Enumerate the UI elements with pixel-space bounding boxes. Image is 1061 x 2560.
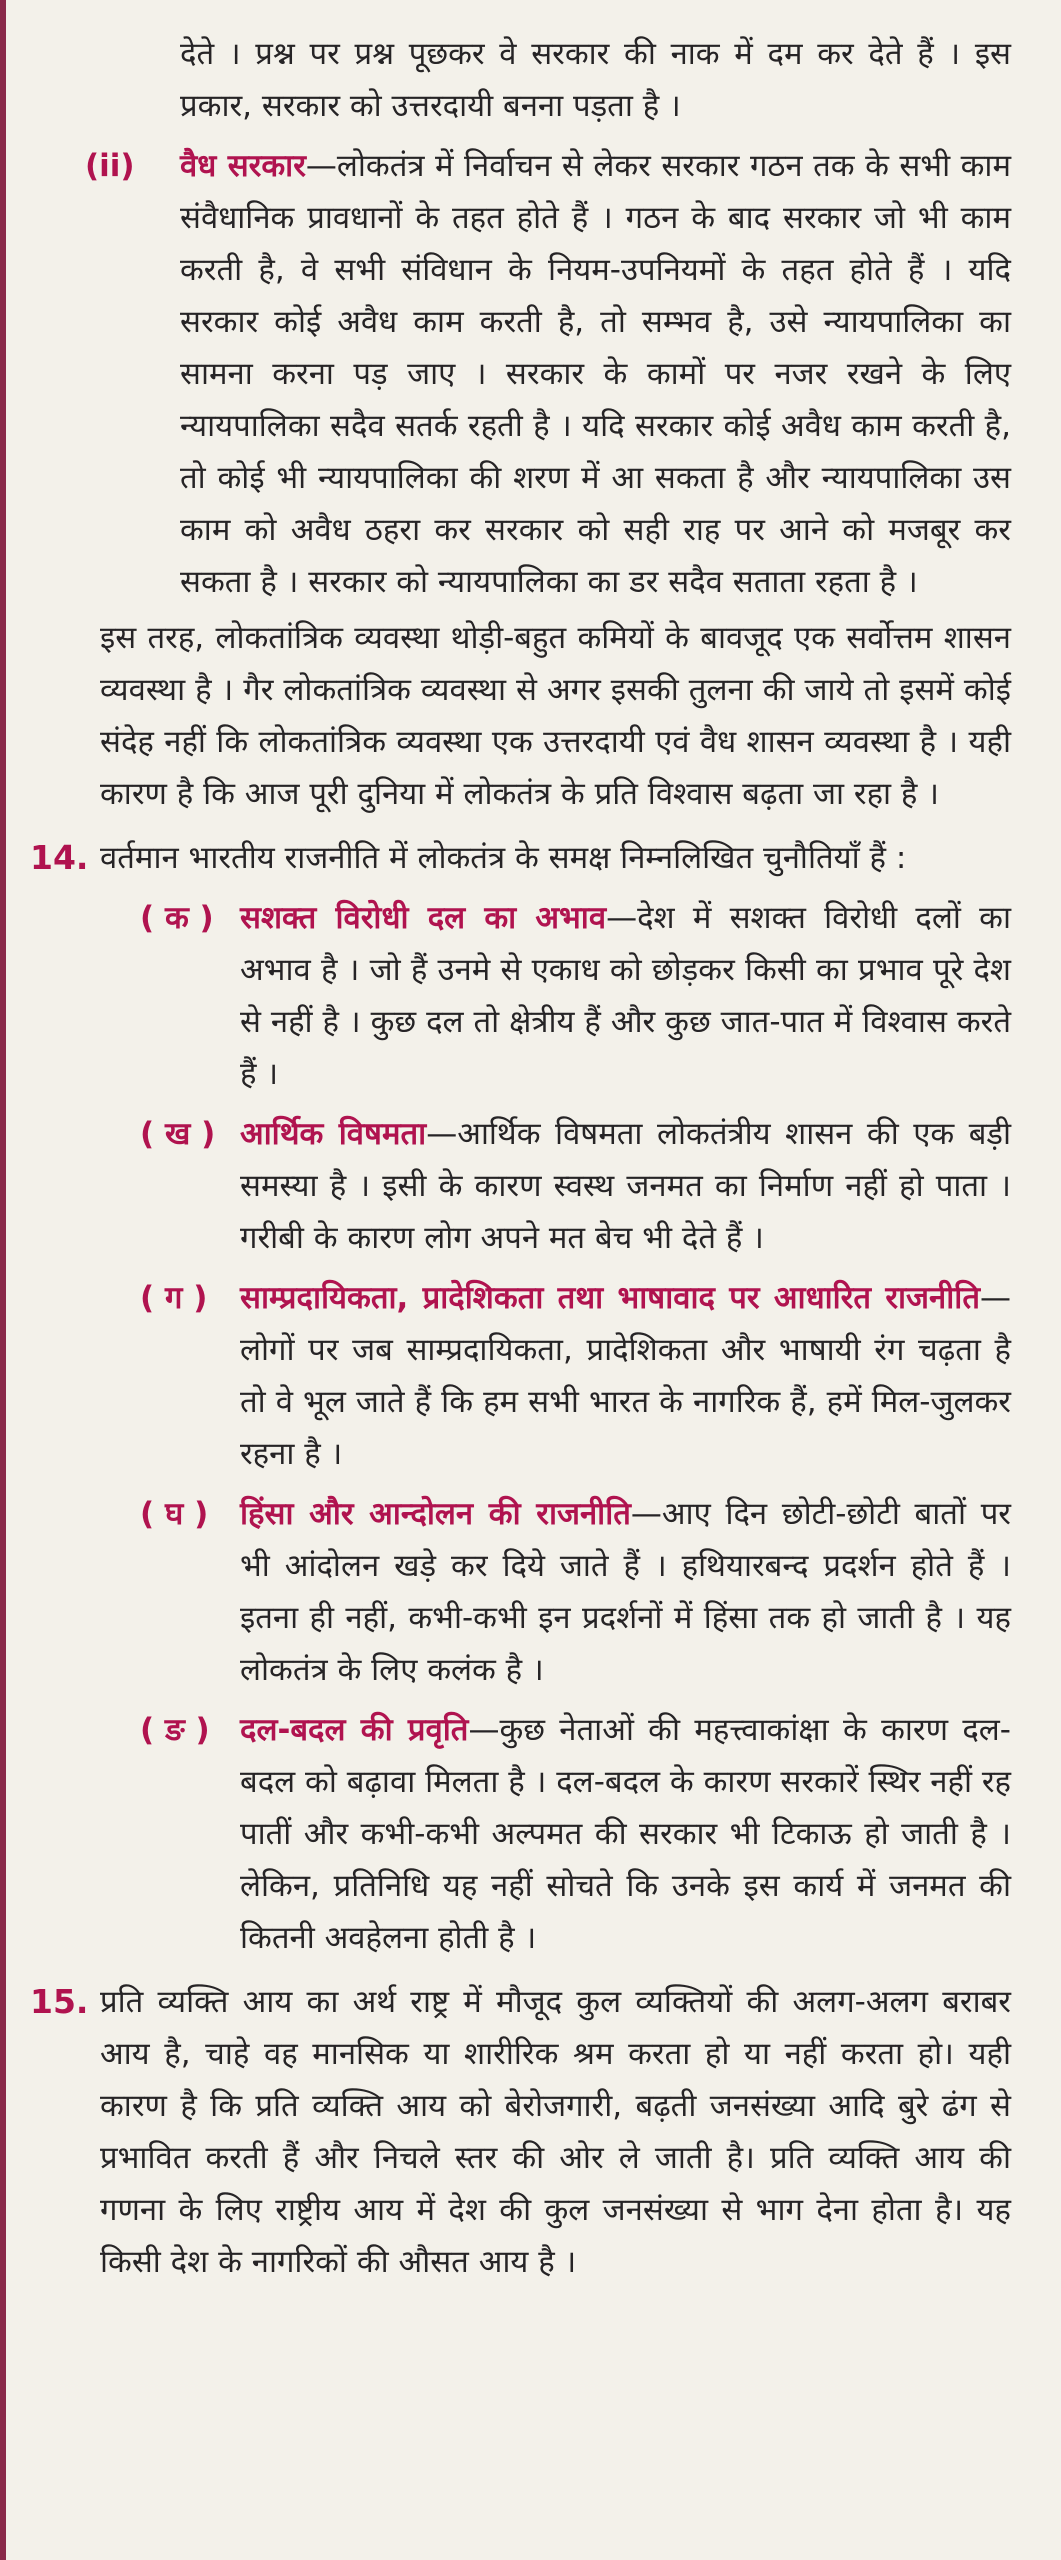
question-15-text: प्रति व्यक्ति आय का अर्थ राष्ट्र में मौजूद कुल व्यक्तियों की अलग-अलग बराबर आय है, चाहे वह मानसिक या शारीरिक श्रम करता हो या नहीं करता हो। यही कारण है कि प्रति व्यक्ति आय को बेरोजगारी, बढ़ती जनसंख्या आदि बुरे ढंग से प्रभावित करती हैं और निचले स्तर की ओर ले जाती है। प्रति व्यक्ति आय की गणना के लिए राष्ट्रीय आय में देश की कुल जनसंख्या से भाग देना होता है। यह किसी देश के नागरिकों की औसत आय है । [100, 1984, 1011, 2280]
q14-item-ka [140, 892, 1011, 1100]
q14-item-kha-label: ( ख ) [140, 1116, 216, 1152]
q14-item-ka-text: —देश में सशक्त विरोधी दलों का अभाव है । जो हैं उनमे से एकाध को छोड़कर किसी का प्रभाव पूरे देश से नहीं है । कुछ दल तो क्षेत्रीय हैं और कुछ जात-पात में विश्वास करते हैं । [240, 900, 1011, 1092]
left-margin-line [0, 0, 6, 2560]
q14-item-gha [140, 1488, 1011, 1696]
q14-item-ga-text: —लोगों पर जब साम्प्रदायिकता, प्रादेशिकता और भाषायी रंग चढ़ता है तो वे भूल जाते हैं कि हम सभी भारत के नागरिक हैं, हमें मिल-जुलकर रहना है । [240, 1280, 1011, 1472]
question-15 [30, 1976, 1011, 2288]
q14-item-kha [140, 1108, 1012, 1264]
q14-item-kha-title: आर्थिक विषमता [240, 1116, 427, 1152]
question-14-intro: वर्तमान भारतीय राजनीति में लोकतंत्र के समक्ष निम्नलिखित चुनौतियाँ हैं : [100, 840, 907, 876]
q14-item-nga-text: —कुछ नेताओं की महत्त्वाकांक्षा के कारण दल-बदल को बढ़ावा मिलता है । दल-बदल के कारण सरकारें स्थिर नहीं रह पातीं और कभी-कभी अल्पमत की सरकार भी टिकाऊ हो जाती है । लेकिन, प्रतिनिधि यह नहीं सोचते कि उनके इस कार्य में जनमत की कितनी अवहेलना होती है । [240, 1712, 1011, 1956]
question-15-number: 15. [30, 1982, 89, 2021]
q14-item-ga-label: ( ग ) [140, 1280, 208, 1316]
item-ii-number: (ii) [85, 148, 135, 184]
question-14-number: 14. [30, 838, 89, 877]
q14-item-ka-label: ( क ) [140, 900, 214, 936]
q14-item-nga-title: दल-बदल की प्रवृति [240, 1712, 469, 1748]
q14-item-nga-label: ( ङ ) [140, 1712, 210, 1748]
item-ii-title: वैध सरकार [180, 148, 306, 184]
q14-item-kha-text: —आर्थिक विषमता लोकतंत्रीय शासन की एक बड़ी समस्या है । इसी के कारण स्वस्थ जनमत का निर्माण नहीं हो पाता । गरीबी के कारण लोग अपने मत बेच भी देते हैं । [240, 1116, 1012, 1256]
q14-item-gha-text: —आए दिन छोटी-छोटी बातों पर भी आंदोलन खड़े कर दिये जाते हैं । हथियारबन्द प्रदर्शन होते हैं । इतना ही नहीं, कभी-कभी इन प्रदर्शनों में हिंसा तक हो जाती है । यह लोकतंत्र के लिए कलंक है । [240, 1496, 1011, 1688]
conclusion-paragraph: इस तरह, लोकतांत्रिक व्यवस्था थोड़ी-बहुत कमियों के बावजूद एक सर्वोत्तम शासन व्यवस्था है । गैर लोकतांत्रिक व्यवस्था से अगर इसकी तुलना की जाये तो इसमें कोई संदेह नहीं कि लोकतांत्रिक व्यवस्था एक उत्तरदायी एवं वैध शासन व्यवस्था है । यही कारण है कि आज पूरी दुनिया में लोकतंत्र के प्रति विश्वास बढ़ता जा रहा है । [100, 620, 1011, 812]
q14-item-ga-title: साम्प्रदायिकता, प्रादेशिकता तथा भाषावाद पर आधारित राजनीति [240, 1280, 980, 1316]
item-ii-text: —लोकतंत्र में निर्वाचन से लेकर सरकार गठन तक के सभी काम संवैधानिक प्रावधानों के तहत होते हैं । गठन के बाद सरकार जो भी काम करती है, वे सभी संविधान के नियम-उपनियमों के तहत होते हैं । यदि सरकार कोई अवैध काम करती है, तो सम्भव है, उसे न्यायपालिका का सामना करना पड़ जाए । सरकार के कामों पर नजर रखने के लिए न्यायपालिका सदैव सतर्क रहती है । यदि सरकार कोई अवैध काम करती है, तो कोई भी न्यायपालिका की शरण में आ सकता है और न्यायपालिका उस काम को अवैध ठहरा कर सरकार को सही राह पर आने को मजबूर कर सकता है । सरकार को न्यायपालिका का डर सदैव सताता रहता है । [180, 148, 1011, 600]
q14-item-nga [140, 1704, 1011, 1964]
q14-item-ka-title: सशक्त विरोधी दल का अभाव [240, 900, 607, 936]
continuation-paragraph: देते । प्रश्न पर प्रश्न पूछकर वे सरकार की नाक में दम कर देते हैं । इस प्रकार, सरकार को उत्तरदायी बनना पड़ता है । [180, 36, 1011, 124]
question-14 [30, 832, 1011, 884]
q14-item-gha-title: हिंसा और आन्दोलन की राजनीति [240, 1496, 631, 1532]
q14-item-gha-label: ( घ ) [140, 1496, 209, 1532]
q14-item-ga [140, 1272, 1011, 1480]
item-ii-block [85, 140, 1011, 608]
